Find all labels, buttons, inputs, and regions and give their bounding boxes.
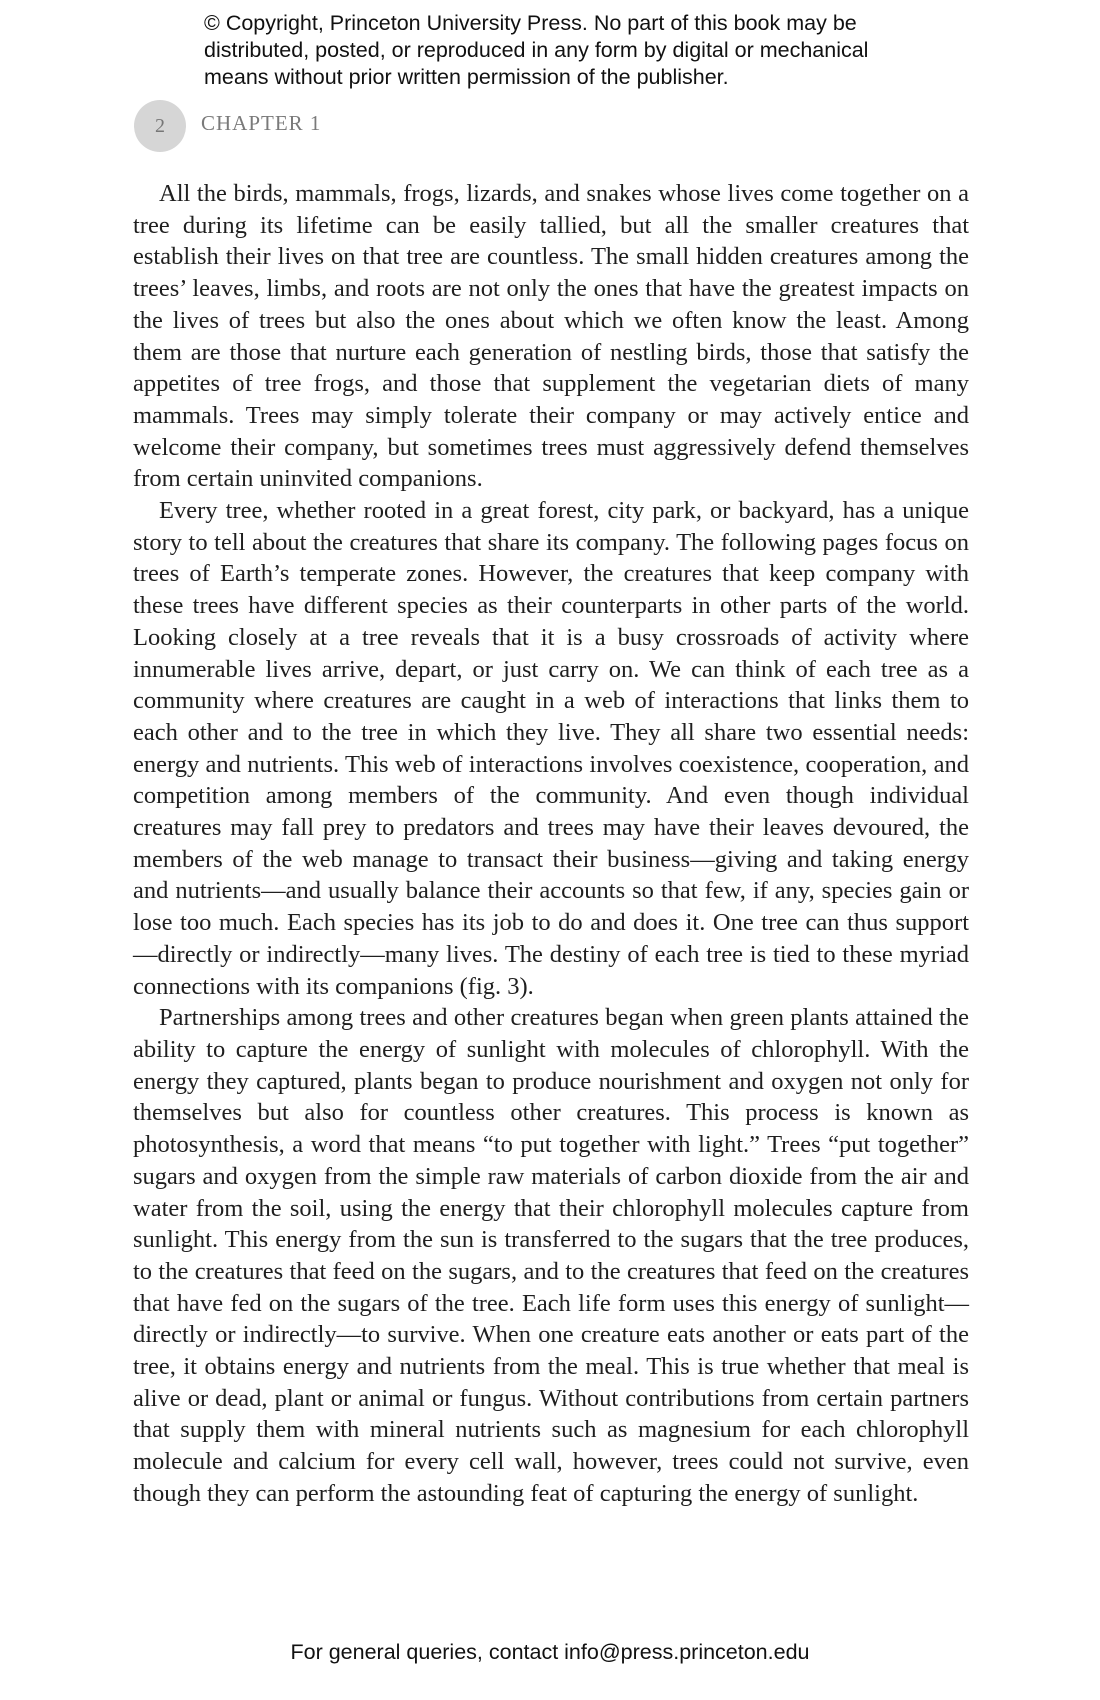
paragraph: Partnerships among trees and other creatures began when green plants attained the ability to capture the energy of sunlight with molecules of chlorophyll. With the energy they captured, plants began to produce nourishment and oxygen not only for themselves but also for countless other creatures. This process is known as photosynthesis, a word that means “to put together with light.” Trees “put together” sugars and oxygen from the simple raw materials of carbon dioxide from the air and water from the soil, using the energy that their chlorophyll molecules capture from sunlight. This energy from the sun is transferred to the sugars that the tree produces, to the creatures that feed on the sugars, and to the creatures that feed on the creatures that have fed on the sugars of the tree. Each life form uses this energy of sunlight—directly or indirectly—to survive. When one creature eats another or eats part of the tree, it obtains energy and nutrients from the meal. This is true whether that meal is alive or dead, plant or animal or fungus. Without contributions from certain partners that supply them with mineral nutrients such as magnesium for each chlorophyll molecule and calcium for every cell wall, however, trees could not survive, even though they can perform the astounding feat of capturing the energy of sunlight. <box>133 1004 969 1507</box>
page-number: 2 <box>155 114 165 137</box>
chapter-label: CHAPTER 1 <box>201 111 322 135</box>
paragraph: Every tree, whether rooted in a great forest, city park, or backyard, has a unique story to tell about the creatures that share its company. The following pages focus on trees of Earth’s temperate zones. However, the creatures that keep company with these trees have different species as their counterparts in other parts of the world. Looking closely at a tree reveals that it is a busy crossroads of activity where innumerable lives arrive, depart, or just carry on. We can think of each tree as a community where creatures are caught in a web of interactions that links them to each other and to the tree in which they live. They all share two essential needs: energy and nutrients. This web of interactions involves coexistence, cooperation, and competition among members of the community. And even though individual creatures may fall prey to predators and trees may have their leaves devoured, the members of the web manage to transact their business—giving and taking energy and nutrients—and usually balance their accounts so that few, if any, species gain or lose too much. Each species has its job to do and does it. One tree can thus support—directly or indirectly—many lives. The destiny of each tree is tied to these myriad connections with its companions (fig. 3). <box>133 497 969 1000</box>
copyright-line: distributed, posted, or reproduced in any form by digital or mechanical <box>204 38 869 62</box>
page-number-badge <box>134 100 186 152</box>
copyright-line: © Copyright, Princeton University Press. No part of this book may be <box>204 11 857 35</box>
paragraph: All the birds, mammals, frogs, lizards, and snakes whose lives come together on a tree during its lifetime can be easily tallied, but all the smaller creatures that establish their lives on that tree are countless. The small hidden creatures among the trees’ leaves, limbs, and roots are not only the ones that have the greatest impacts on the lives of trees but also the ones about which we often know the least. Among them are those that nurture each generation of nestling birds, those that satisfy the appetites of tree frogs, and those that supplement the vegetarian diets of many mammals. Trees may simply tolerate their company or may actively entice and welcome their company, but sometimes trees must aggressively defend themselves from certain uninvited companions. <box>133 180 969 493</box>
body-text <box>133 178 969 1510</box>
copyright-line: means without prior written permission of the publisher. <box>204 65 729 89</box>
copyright-notice <box>204 10 924 91</box>
contact-footer: For general queries, contact info@press.princeton.edu <box>290 1640 810 1664</box>
